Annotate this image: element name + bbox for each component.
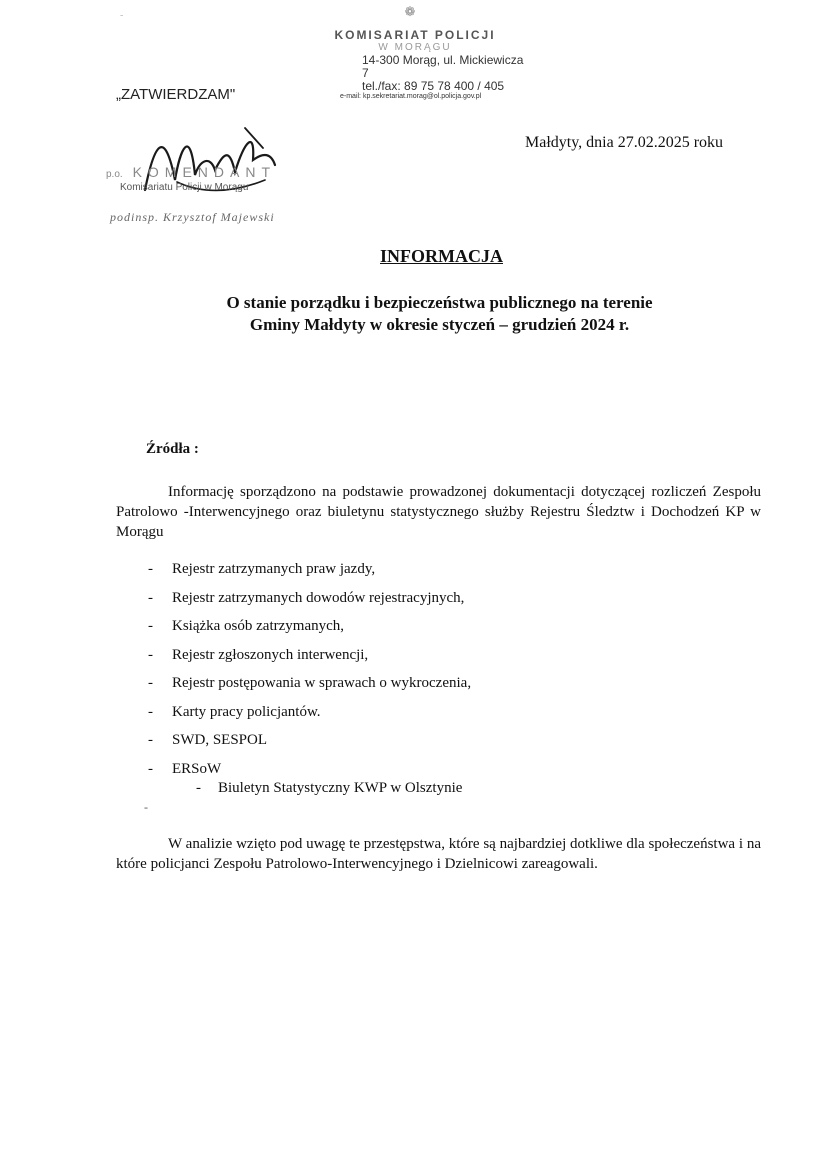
subtitle-line-2: Gminy Małdyty w okresie styczeń – grudzień 2024 r. [249, 315, 630, 334]
signature-title [106, 164, 276, 180]
header-stamp [300, 4, 530, 101]
signature-unit: Komisariatu Policji w Morągu [120, 182, 249, 193]
stamp-email: e-mail: kp.sekretariat.morag@ol.policja.gov.pl [340, 93, 482, 100]
scan-mark: - [120, 10, 124, 21]
list-item: - Rejestr zatrzymanych praw jazdy, [146, 555, 471, 584]
document-title-text: INFORMACJA [380, 246, 503, 266]
closing-paragraph-text: W analizie wzięto pod uwagę te przestępstwa, które są najbardziej dotkliwe dla społeczeństwa i na które policjanci Zespołu Patrolowo-Interwencyjnego i Dzielnicowi zareagowali. [116, 836, 761, 872]
list-item: - Karty pracy policjantów. [146, 698, 471, 727]
list-item: - Książka osób zatrzymanych, [146, 612, 471, 641]
list-item: - Rejestr zatrzymanych dowodów rejestracyjnych, [146, 584, 471, 613]
intro-paragraph [116, 482, 761, 542]
sources-heading: Źródła : [146, 441, 199, 457]
signature-role: KOMENDANT [132, 164, 277, 180]
document-subtitle [0, 292, 827, 336]
stamp-line-1: KOMISARIAT POLICJI [334, 28, 496, 42]
list-item: - Rejestr postępowania w sprawach o wykroczenia, [146, 669, 471, 698]
stamp-address: 14-300 Morąg, ul. Mickiewicza 7 [362, 53, 524, 80]
eagle-emblem-icon: ❁ [404, 4, 416, 19]
signature-name: podinsp. Krzysztof Majewski [110, 210, 275, 224]
sources-list [146, 555, 471, 783]
document-title [0, 246, 827, 267]
signature-block [100, 120, 300, 230]
approval-label: „ZATWIERDZAM" [116, 86, 236, 103]
intro-paragraph-text: Informację sporządzono na podstawie prowadzonej dokumentacji dotyczącej rozliczeń Zespołu Patrolowo -Interwencyjnego oraz biuletynu statystycznego służby Rejestru Śledztw i Dochodzeń KP w Morągu [116, 484, 761, 540]
subtitle-line-1: O stanie porządku i bezpieczeństwa publicznego na terenie [226, 293, 653, 312]
list-item: - Rejestr zgłoszonych interwencji, [146, 641, 471, 670]
list-item: - Biuletyn Statystyczny KWP w Olsztynie [194, 776, 462, 800]
place-date: Małdyty, dnia 27.02.2025 roku [525, 134, 724, 151]
sub-sources-list [194, 776, 462, 800]
list-item: - ERSoW [146, 755, 471, 784]
signature-prefix: p.o. [106, 169, 123, 180]
stamp-phone: tel./fax: 89 75 78 400 / 405 [362, 79, 505, 93]
closing-paragraph [116, 834, 761, 874]
stamp-line-2: W MORĄGU [378, 42, 452, 53]
stray-dash: - [144, 800, 148, 814]
list-item: - SWD, SESPOL [146, 726, 471, 755]
